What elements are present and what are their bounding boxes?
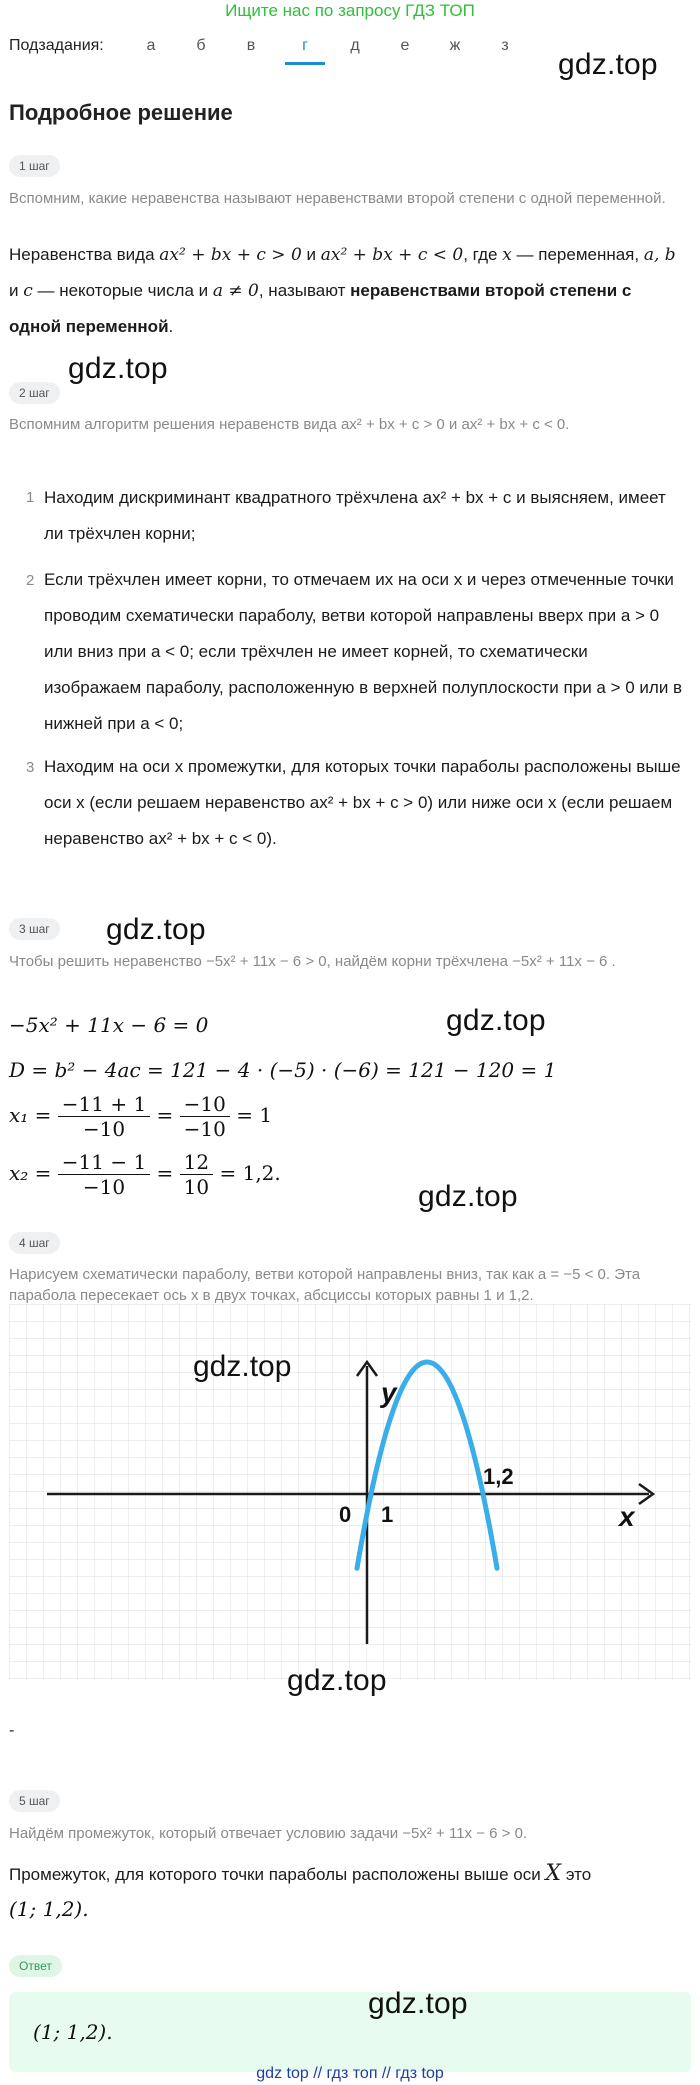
grid	[9, 1304, 691, 1680]
text-fragment: и	[9, 281, 24, 300]
subtasks-label: Подзадания:	[9, 37, 104, 54]
step-4-hint: Нарисуем схематически параболу, ветви которой направлены вниз, так как a = −5 < 0. Эта парабола пересекает ось x в двух точках, абсциссы которых равны 1 и 1,2.	[9, 1266, 641, 1304]
answer-value: (1; 1,2).	[33, 2020, 113, 2044]
equation-1: −5x² + 11x − 6 = 0	[9, 1013, 209, 1037]
parabola-graph	[9, 1304, 691, 1680]
formula: c	[23, 281, 33, 301]
subtask-tab-g[interactable]: г	[302, 37, 308, 54]
formula: a ≠ 0	[212, 281, 259, 301]
subtask-tab-a[interactable]: а	[146, 37, 156, 54]
separator-dash: -	[9, 1722, 15, 1739]
step-3-badge: 3 шаг	[9, 918, 60, 940]
x-axis-label: x	[619, 1501, 635, 1532]
algorithm-item-3: Находим на оси x промежутки, для которых точки параболы расположены выше оси x (если решаем неравенство ax² + bx + c > 0) или ниже оси x (если решаем неравенство ax² + bx + c < 0).	[44, 757, 681, 848]
step-1-text	[9, 237, 679, 344]
root-label: x₂ =	[9, 1161, 52, 1185]
active-tab-indicator	[285, 62, 325, 65]
root-x2: x₂ = $\frac{-11 - 1}{-10}$ = $\frac{12}{10}$ = 1,2.	[9, 1150, 281, 1199]
step-2-badge: 2 шаг	[9, 382, 60, 404]
answer-box	[9, 1992, 691, 2072]
subtask-tab-b[interactable]: б	[196, 37, 206, 54]
watermark: gdz.top	[418, 1180, 518, 1213]
step-4-badge: 4 шаг	[9, 1232, 60, 1254]
algorithm-item-1: Находим дискриминант квадратного трёхчлена ax² + bx + c и выясняем, имеет ли трёхчлен корни;	[44, 488, 666, 543]
algorithm-item-2: Если трёхчлен имеет корни, то отмечаем их на оси x и через отмеченные точки проводим схематически параболу, ветви которой направлены вверх при a > 0 или вниз при a < 0; если трёхчлен не имеет корней, то схематически изображаем параболу, расположенную в верхней полуплоскости при a > 0 или в нижней при a < 0;	[44, 570, 683, 733]
root-label: x₁ =	[9, 1103, 52, 1127]
fraction	[58, 1150, 150, 1199]
root-1-label: 1	[381, 1502, 394, 1527]
watermark: gdz.top	[368, 1987, 468, 2020]
subtask-tab-d[interactable]: д	[350, 37, 360, 54]
text-fragment: .	[168, 317, 174, 336]
bold-term: неравенствами второй степени с одной переменной	[9, 281, 632, 336]
formula: a, b	[643, 245, 676, 265]
subtask-tab-e[interactable]: е	[400, 37, 410, 54]
step-3-hint: Чтобы решить неравенство −5x² + 11x − 6 > 0, найдём корни трёхчлена −5x² + 11x − 6 .	[9, 953, 616, 970]
denominator: −10	[183, 1117, 226, 1141]
formula: ax² + bx + c > 0	[159, 245, 302, 265]
watermark: gdz.top	[68, 352, 168, 385]
list-number: 1	[26, 489, 35, 506]
list-number: 2	[26, 572, 35, 589]
text-fragment: и	[301, 245, 321, 264]
root-x1: x₁ = $\frac{-11 + 1}{-10}$ = $\frac{-10}{-10}$ = 1	[9, 1092, 273, 1141]
page-title: Подробное решение	[9, 100, 233, 125]
text-fragment: , где	[463, 245, 503, 264]
footer-links[interactable]: gdz top // гдз топ // гдз top	[256, 2065, 444, 2082]
numerator: −10	[180, 1092, 230, 1117]
step-5-interval: (1; 1,2).	[9, 1897, 89, 1921]
watermark: gdz.top	[446, 1004, 546, 1037]
fraction	[180, 1150, 213, 1199]
watermark: gdz.top	[558, 48, 658, 81]
y-axis-label: y	[381, 1377, 397, 1408]
numerator: −11 − 1	[58, 1150, 150, 1175]
answer-badge: Ответ	[9, 1955, 62, 1977]
root-2-label: 1,2	[483, 1464, 514, 1489]
step-1-badge: 1 шаг	[9, 155, 60, 177]
text-fragment: Неравенства вида	[9, 245, 160, 264]
text-fragment: — переменная,	[511, 245, 644, 264]
numerator: −11 + 1	[58, 1092, 150, 1117]
fraction	[180, 1092, 230, 1141]
text-fragment: Промежуток, для которого точки параболы расположены выше оси	[9, 1865, 546, 1884]
equation-discriminant: D = b² − 4ac = 121 − 4 · (−5) · (−6) = 121 − 120 = 1	[9, 1058, 557, 1082]
text-fragment: , называют	[258, 281, 351, 300]
denominator: −10	[82, 1117, 126, 1141]
formula: X	[545, 1861, 562, 1886]
step-2-hint: Вспомним алгоритм решения неравенств вида ax² + bx + c > 0 и ax² + bx + c < 0.	[9, 416, 570, 433]
subtask-tab-z[interactable]: з	[501, 37, 509, 54]
denominator: 10	[183, 1175, 210, 1199]
step-5-text	[9, 1856, 679, 1892]
subtask-tab-zh[interactable]: ж	[449, 37, 461, 54]
text-fragment: это	[561, 1865, 592, 1884]
root-value: = 1,2.	[219, 1161, 281, 1185]
text-fragment: — некоторые числа и	[32, 281, 213, 300]
step-1-hint: Вспомним, какие неравенства называют неравенствами второй степени с одной переменной.	[9, 190, 666, 207]
watermark: gdz.top	[287, 1664, 387, 1697]
fraction	[58, 1092, 150, 1141]
top-banner[interactable]: Ищите нас по запросу ГДЗ ТОП	[225, 1, 475, 20]
denominator: −10	[82, 1175, 126, 1199]
watermark: gdz.top	[193, 1350, 292, 1383]
numerator: 12	[180, 1150, 213, 1175]
watermark: gdz.top	[106, 913, 206, 946]
origin-label: 0	[339, 1502, 352, 1527]
step-5-hint: Найдём промежуток, который отвечает условию задачи −5x² + 11x − 6 > 0.	[9, 1825, 528, 1842]
formula: x	[502, 245, 512, 265]
list-number: 3	[26, 759, 35, 776]
formula: ax² + bx + c < 0	[320, 245, 464, 265]
step-5-badge: 5 шаг	[9, 1790, 60, 1812]
root-value: = 1	[236, 1103, 273, 1127]
subtask-tab-v[interactable]: в	[246, 37, 256, 54]
